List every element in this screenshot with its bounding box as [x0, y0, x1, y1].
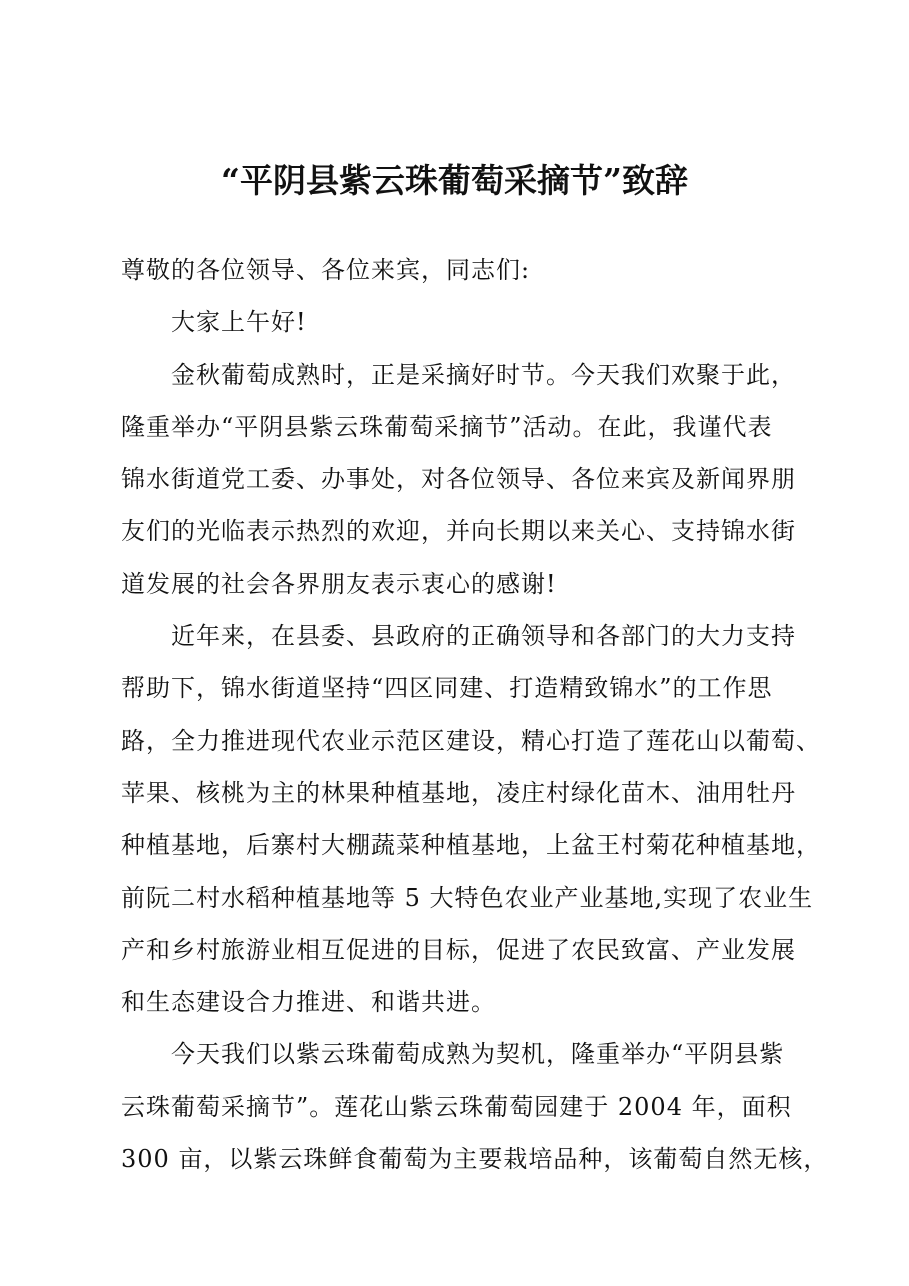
- paragraph-line: 金秋葡萄成熟时，正是采摘好时节。今天我们欢聚于此，: [171, 360, 796, 389]
- paragraph-line: 锦水街道党工委、办事处，对各位领导、各位来宾及新闻界朋: [121, 465, 796, 494]
- paragraph-line: 前阮二村水稻种植基地等 5 大特色农业产业基地,实现了农业生: [121, 883, 814, 912]
- salutation-line: 尊敬的各位领导、各位来宾，同志们:: [121, 256, 531, 284]
- paragraph-line: 苹果、核桃为主的林果种植基地，凌庄村绿化苗木、油用牡丹: [121, 778, 796, 807]
- paragraph-line: 300 亩，以紫云珠鲜食葡萄为主要栽培品种，该葡萄自然无核，: [121, 1145, 829, 1174]
- paragraph-line: 帮助下，锦水街道坚持“四区同建、打造精致锦水”的工作思: [121, 674, 773, 703]
- document-body: [121, 244, 829, 1185]
- paragraph-line: 种植基地，后寨村大棚蔬菜种植基地，上盆王村菊花种植基地，: [121, 831, 821, 860]
- paragraph-line: 今天我们以紫云珠葡萄成熟为契机，隆重举办“平阴县紫: [171, 1040, 785, 1069]
- paragraph-line: 云珠葡萄采摘节”。莲花山紫云珠葡萄园建于 2004 年，面积: [121, 1092, 792, 1121]
- greeting-line: 大家上午好!: [171, 308, 307, 337]
- paragraph-line: 路，全力推进现代农业示范区建设，精心打造了莲花山以葡萄、: [121, 726, 821, 755]
- paragraph-line: 道发展的社会各界朋友表示衷心的感谢!: [121, 569, 557, 598]
- paragraph-line: 和生态建设合力推进、和谐共进。: [121, 988, 496, 1017]
- paragraph-line: 友们的光临表示热烈的欢迎，并向长期以来关心、支持锦水街: [121, 517, 796, 546]
- paragraph-line: 产和乡村旅游业相互促进的目标，促进了农民致富、产业发展: [121, 935, 796, 964]
- paragraph-line: 隆重举办“平阴县紫云珠葡萄采摘节”活动。在此，我谨代表: [121, 412, 773, 441]
- document-title: “平阴县紫云珠葡萄采摘节”致辞: [221, 161, 688, 200]
- paragraph-line: 近年来，在县委、县政府的正确领导和各部门的大力支持: [171, 622, 796, 651]
